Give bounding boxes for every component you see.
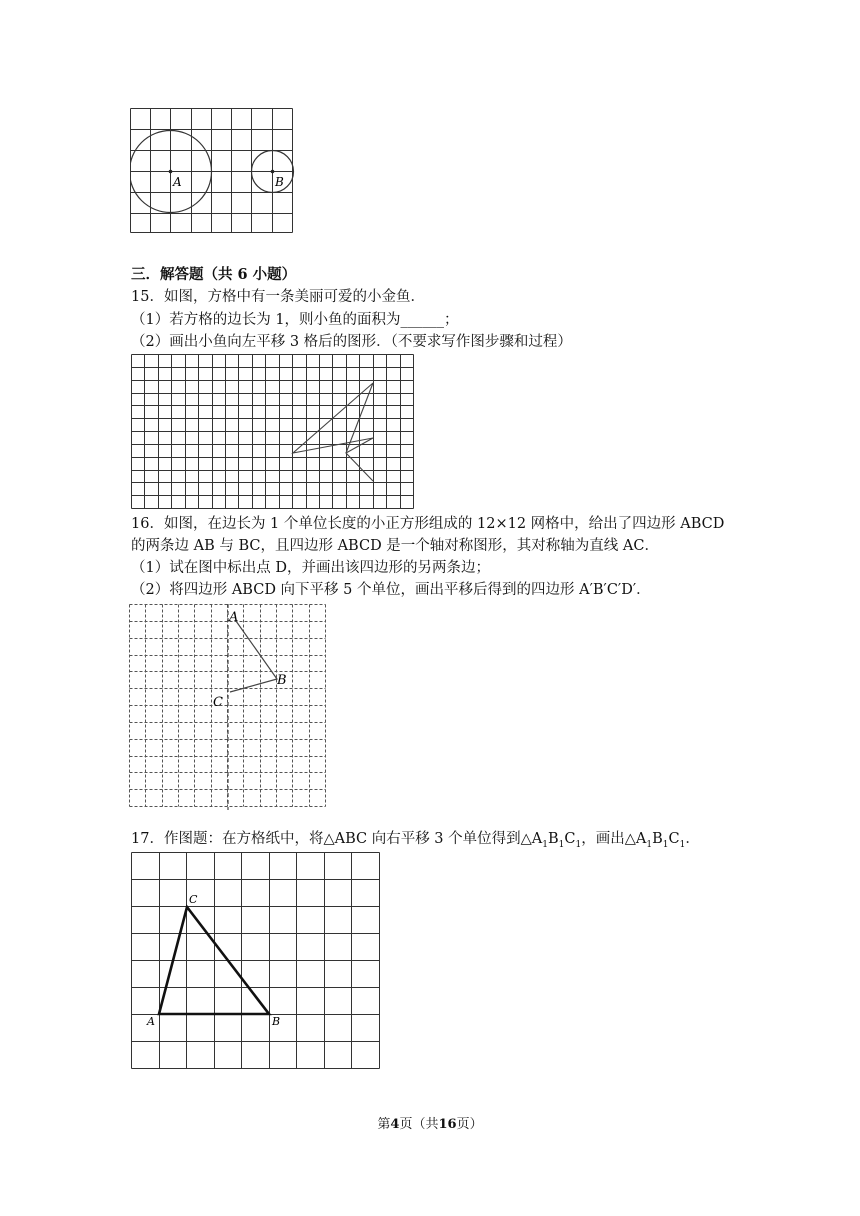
q17-stem-prefix: 17．作图题：在方格纸中，将△ABC 向右平移 3 个单位得到△ bbox=[131, 831, 532, 847]
circles-grid-figure bbox=[130, 108, 295, 234]
q16-stem-line1: 16．如图，在边长为 1 个单位长度的小正方形组成的 12×12 网格中，给出了四边形 ABCD bbox=[131, 516, 725, 532]
q16-stem-line2: 的两条边 AB 与 BC，且四边形 ABCD 是一个轴对称图形，其对称轴为直线 AC． bbox=[131, 538, 659, 554]
q15-part2: （2）画出小鱼向左平移 3 格后的图形．（不要求写作图步骤和过程） bbox=[131, 334, 572, 350]
page-footer: 第4页（共16页） bbox=[377, 1117, 483, 1132]
current-page-number: 4 bbox=[390, 1117, 400, 1132]
total-page-count: 16 bbox=[438, 1117, 457, 1132]
grid-lines bbox=[132, 853, 380, 1069]
q15-stem: 15．如图，方格中有一条美丽可爱的小金鱼． bbox=[131, 289, 425, 305]
goldfish-grid-figure bbox=[131, 354, 415, 510]
quadrilateral-grid-figure bbox=[129, 604, 329, 810]
edges-ab-bc bbox=[230, 621, 277, 692]
section-heading: 三．解答题（共 6 小题） bbox=[131, 266, 297, 283]
label-point-b: B bbox=[272, 1015, 281, 1028]
grid-lines bbox=[132, 355, 414, 509]
label-point-b: B bbox=[275, 175, 284, 189]
label-point-a: A bbox=[147, 1015, 155, 1028]
q15-part1: （1）若方格的边长为 1，则小鱼的面积为______； bbox=[131, 312, 459, 328]
q16-part2: （2）将四边形 ABCD 向下平移 5 个单位，画出平移后得到的四边形 A′B′C′D′． bbox=[131, 582, 651, 598]
center-point-a bbox=[169, 170, 173, 174]
center-point-b bbox=[271, 170, 275, 174]
label-point-c: C bbox=[189, 893, 198, 906]
triangle-grid-figure bbox=[131, 852, 381, 1070]
q17-stem: 17．作图题：在方格纸中，将△ABC 向右平移 3 个单位得到$\triangle A_1B_1C_1$，画出$\triangle A_1B_1C_1$． bbox=[131, 831, 700, 850]
label-point-a: A bbox=[229, 610, 239, 625]
q16-part1: （1）试在图中标出点 D，并画出该四边形的另两条边； bbox=[131, 560, 490, 576]
label-point-c: C bbox=[213, 695, 223, 710]
label-point-b: B bbox=[277, 673, 287, 688]
label-point-a: A bbox=[173, 175, 182, 189]
